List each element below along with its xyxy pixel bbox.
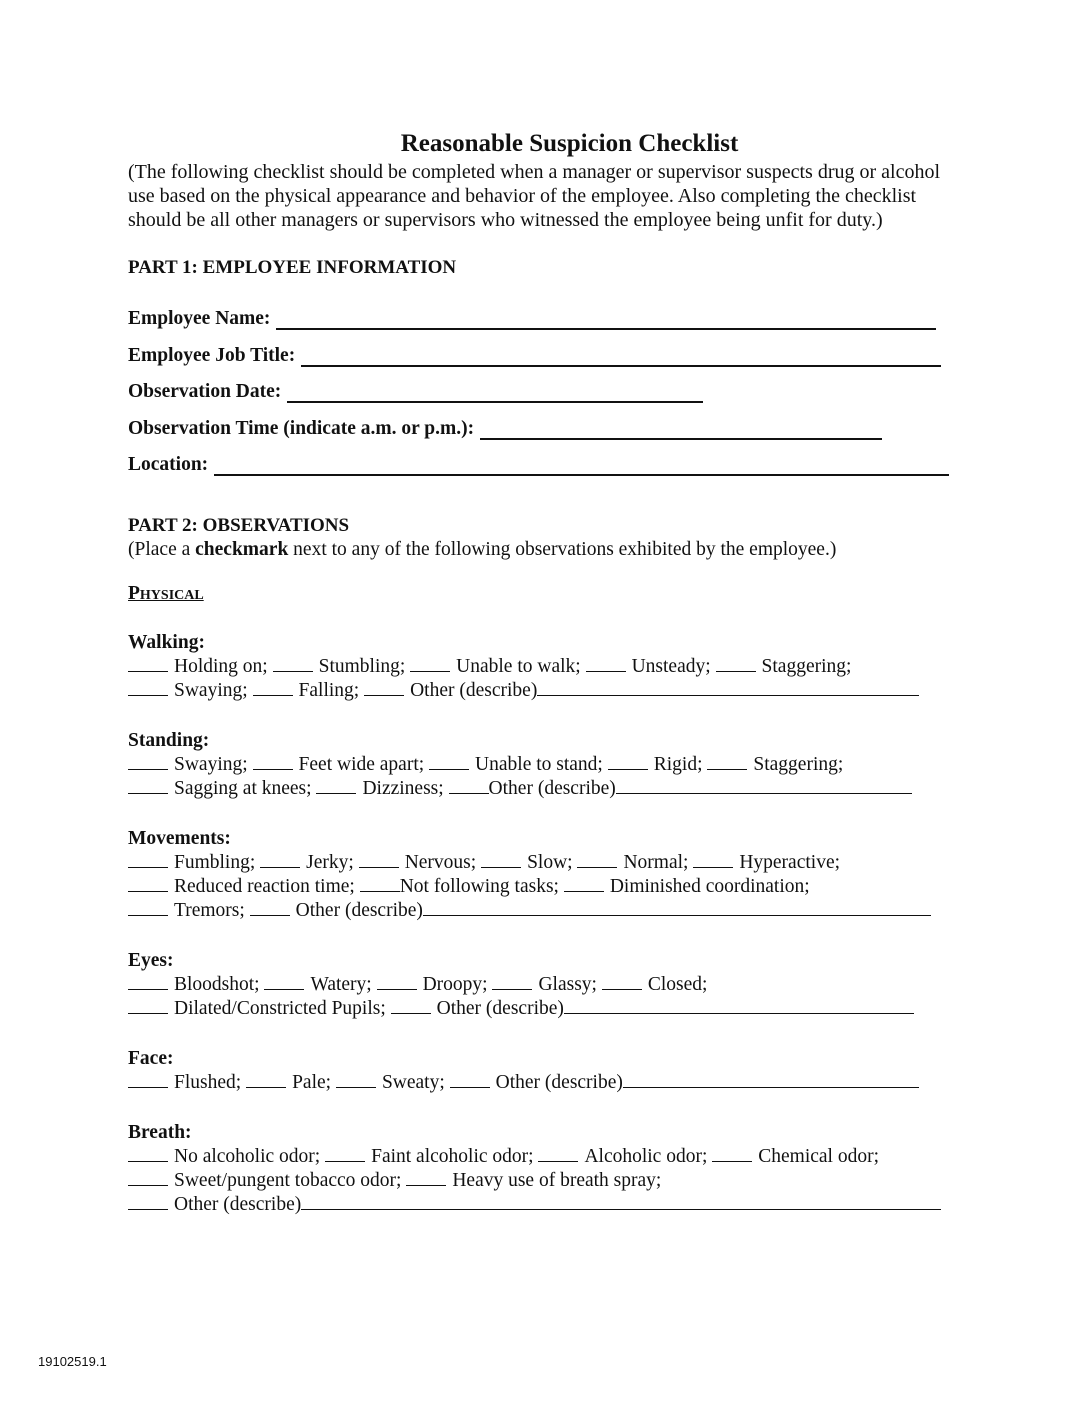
option-label: Diminished coordination; (609, 876, 810, 897)
option-label: Slow; (527, 852, 573, 873)
document-title: Reasonable Suspicion Checklist (400, 130, 739, 157)
observation-date-field[interactable] (128, 379, 963, 403)
checkbox-staggering[interactable] (716, 655, 756, 672)
breath-title: Breath: (128, 1122, 192, 1143)
option-label: Other (describe) (436, 998, 564, 1019)
employee-job-title-field[interactable] (128, 343, 963, 367)
checkbox-other[interactable] (449, 777, 489, 794)
location-field[interactable] (128, 452, 963, 476)
option-label: Other (describe) (495, 1072, 623, 1093)
option-label: Closed; (647, 974, 708, 995)
option-label: Heavy use of breath spray; (452, 1170, 662, 1191)
checkbox-unsteady[interactable] (586, 655, 626, 672)
option-label: Falling; (298, 680, 360, 701)
checkbox-jerky[interactable] (260, 851, 300, 868)
location-label: Location: (128, 454, 209, 475)
checkbox-other[interactable] (128, 1193, 168, 1210)
option-label: Alcoholic odor; (584, 1146, 708, 1167)
describe-blank[interactable] (537, 679, 919, 696)
movements-row-3 (128, 899, 963, 923)
option-label: Unsteady; (631, 656, 711, 677)
checkbox-staggering[interactable] (707, 753, 747, 770)
checkbox-nervous[interactable] (359, 851, 399, 868)
option-label: Normal; (623, 852, 689, 873)
standing-row-2 (128, 777, 963, 801)
part2-heading: PART 2: OBSERVATIONS (128, 515, 350, 536)
option-label: Flushed; (174, 1072, 242, 1093)
checkbox-slow[interactable] (481, 851, 521, 868)
checkbox-holding-on[interactable] (128, 655, 168, 672)
breath-row-2 (128, 1169, 963, 1193)
checkbox-other[interactable] (250, 899, 290, 916)
checkbox-fumbling[interactable] (128, 851, 168, 868)
checkbox-faint-alcoholic-odor[interactable] (325, 1145, 365, 1162)
breath-row-3 (128, 1193, 963, 1217)
intro-paragraph: (The following checklist should be completed when a manager or supervisor suspects drug or alcohol use based on the physical appearance and behavior of the employee. Also completing the checklist should be all other managers or supervisors who witnessed the employee being unfit for duty.) (128, 161, 941, 231)
describe-blank[interactable] (564, 997, 914, 1014)
physical-heading: Physical (128, 583, 204, 604)
checkbox-swaying[interactable] (128, 753, 168, 770)
option-label: Unable to walk; (456, 656, 581, 677)
option-label: Holding on; (174, 656, 268, 677)
checkbox-dilated-constricted-pupils[interactable] (128, 997, 168, 1014)
option-label: Dilated/Constricted Pupils; (174, 998, 386, 1019)
option-label: Fumbling; (174, 852, 256, 873)
checkbox-falling[interactable] (253, 679, 293, 696)
option-label: Other (describe) (295, 900, 423, 921)
observation-time-blank[interactable] (480, 420, 882, 440)
checkbox-sagging-at-knees[interactable] (128, 777, 168, 794)
checkbox-watery[interactable] (264, 973, 304, 990)
option-label: Other (describe) (174, 1194, 302, 1215)
face-title: Face: (128, 1048, 174, 1069)
walking-row-1 (128, 655, 963, 679)
movements-title: Movements: (128, 828, 231, 849)
checkbox-other[interactable] (364, 679, 404, 696)
checkbox-unable-to-walk[interactable] (410, 655, 450, 672)
observation-date-label: Observation Date: (128, 381, 282, 402)
checkbox-bloodshot[interactable] (128, 973, 168, 990)
instruction-post: next to any of the following observations exhibited by the employee.) (288, 539, 837, 560)
checkbox-flushed[interactable] (128, 1071, 168, 1088)
checkbox-sweet-pungent-tobacco-odor[interactable] (128, 1169, 168, 1186)
option-label: Sweet/pungent tobacco odor; (174, 1170, 402, 1191)
describe-blank[interactable] (301, 1193, 941, 1210)
employee-job-title-blank[interactable] (301, 347, 941, 367)
checkbox-normal[interactable] (577, 851, 617, 868)
checkbox-alcoholic-odor[interactable] (538, 1145, 578, 1162)
option-label: Sagging at knees; (174, 778, 312, 799)
option-label: Rigid; (653, 754, 703, 775)
option-label: Staggering; (761, 656, 852, 677)
walking-title: Walking: (128, 632, 205, 653)
part2-instruction (128, 538, 963, 562)
instruction-pre: (Place a (128, 539, 196, 560)
checkbox-reduced-reaction-time[interactable] (128, 875, 168, 892)
standing-title: Standing: (128, 730, 210, 751)
option-label: Chemical odor; (758, 1146, 880, 1167)
employee-name-field[interactable] (128, 306, 963, 330)
option-label: Jerky; (306, 852, 354, 873)
eyes-row-1 (128, 973, 963, 997)
location-blank[interactable] (214, 456, 949, 476)
observation-time-label: Observation Time (indicate a.m. or p.m.): (128, 418, 475, 439)
option-label: Hyperactive; (739, 852, 841, 873)
eyes-row-2 (128, 997, 963, 1021)
standing-row-1 (128, 753, 963, 777)
checkbox-droopy[interactable] (377, 973, 417, 990)
option-label: Reduced reaction time; (174, 876, 355, 897)
employee-job-title-label: Employee Job Title: (128, 345, 296, 366)
option-label: Faint alcoholic odor; (371, 1146, 534, 1167)
describe-blank[interactable] (623, 1071, 919, 1088)
part1-heading: PART 1: EMPLOYEE INFORMATION (128, 257, 457, 278)
checkbox-closed[interactable] (602, 973, 642, 990)
option-label: Watery; (310, 974, 372, 995)
checkbox-swaying[interactable] (128, 679, 168, 696)
checkbox-feet-wide-apart[interactable] (253, 753, 293, 770)
checkbox-not-following-tasks[interactable] (360, 875, 400, 892)
option-label: Swaying; (174, 680, 248, 701)
movements-row-2 (128, 875, 963, 899)
option-label: Feet wide apart; (298, 754, 425, 775)
observation-date-blank[interactable] (287, 383, 703, 403)
option-label: Swaying; (174, 754, 248, 775)
option-label: Staggering; (753, 754, 844, 775)
checkbox-other[interactable] (450, 1071, 490, 1088)
option-label: Other (describe) (488, 778, 616, 799)
checkbox-dizziness[interactable] (316, 777, 356, 794)
face-row-1 (128, 1071, 963, 1095)
option-label: Droopy; (422, 974, 488, 995)
movements-row-1 (128, 851, 963, 875)
option-label: Other (describe) (410, 680, 538, 701)
option-label: Pale; (292, 1072, 332, 1093)
checkbox-other[interactable] (391, 997, 431, 1014)
checkbox-pale[interactable] (246, 1071, 286, 1088)
option-label: Tremors; (174, 900, 245, 921)
checkbox-glassy[interactable] (492, 973, 532, 990)
walking-row-2 (128, 679, 963, 703)
option-label: Dizziness; (362, 778, 444, 799)
option-label: No alcoholic odor; (174, 1146, 321, 1167)
option-label: Glassy; (538, 974, 597, 995)
option-label: Unable to stand; (475, 754, 603, 775)
employee-name-blank[interactable] (276, 310, 936, 330)
document-code: 19102519.1 (38, 1354, 107, 1369)
option-label: Stumbling; (318, 656, 406, 677)
checkbox-sweaty[interactable] (336, 1071, 376, 1088)
employee-name-label: Employee Name: (128, 308, 271, 329)
eyes-title: Eyes: (128, 950, 174, 971)
breath-row-1 (128, 1145, 963, 1169)
instruction-bold: checkmark (195, 539, 289, 560)
checkbox-tremors[interactable] (128, 899, 168, 916)
observation-time-field[interactable] (128, 416, 963, 440)
describe-blank[interactable] (616, 777, 912, 794)
checkbox-stumbling[interactable] (273, 655, 313, 672)
checkbox-diminished-coordination[interactable] (564, 875, 604, 892)
option-label: Bloodshot; (174, 974, 260, 995)
checkbox-heavy-use-of-breath-spray[interactable] (406, 1169, 446, 1186)
checkbox-chemical-odor[interactable] (712, 1145, 752, 1162)
checkbox-unable-to-stand[interactable] (429, 753, 469, 770)
option-label: Nervous; (404, 852, 477, 873)
document-page (128, 128, 963, 1217)
describe-blank[interactable] (423, 899, 931, 916)
checkbox-rigid[interactable] (608, 753, 648, 770)
option-label: Not following tasks; (399, 876, 559, 897)
checkbox-hyperactive[interactable] (693, 851, 733, 868)
checkbox-no-alcoholic-odor[interactable] (128, 1145, 168, 1162)
option-label: Sweaty; (381, 1072, 445, 1093)
